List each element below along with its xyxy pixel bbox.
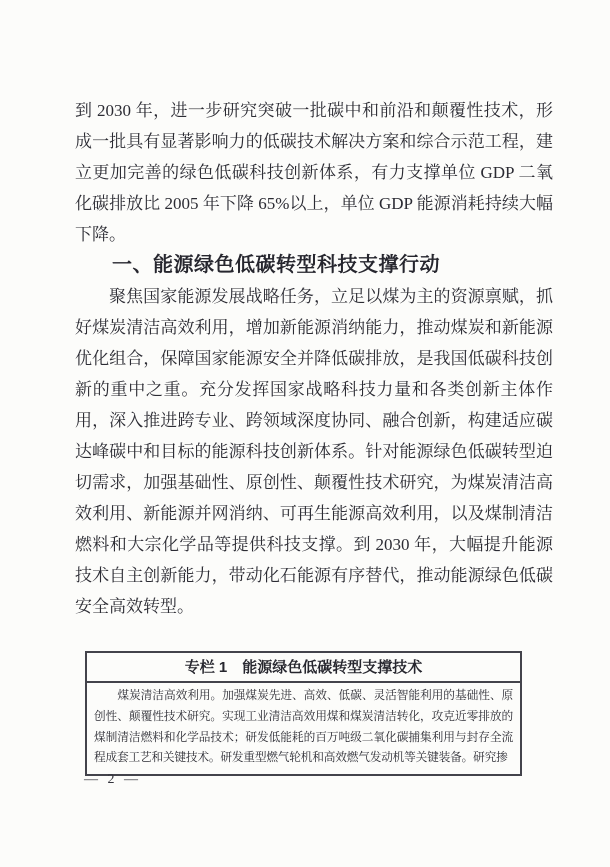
callout-box-body: 煤炭清洁高效利用。加强煤炭先进、高效、低碳、灵活智能利用的基础性、原创性、颠覆性技术研究。实现工业清洁高效用煤和煤炭清洁转化，攻克近零排放的煤制清洁燃料和化学品技术；研发低能耗的百万吨级二氧化碳捕集利用与封存全流程成套工艺和关键技术。研发重型燃气轮机和高效燃气发动机等关键装备。研究掺 <box>94 689 513 765</box>
section-heading: 一、能源绿色低碳转型科技支撑行动 <box>112 254 440 276</box>
page-number: — 2 — <box>84 772 141 787</box>
callout-box-title: 专栏 1 能源绿色低碳转型支撑技术 <box>87 653 520 683</box>
section-body-paragraph: 聚焦国家能源发展战略任务，立足以煤为主的资源禀赋，抓好煤炭清洁高效利用，增加新能源消纳能力，推动煤炭和新能源优化组合，保障国家能源安全并降低碳排放，是我国低碳科技创新的重中之重。充分发挥国家战略科技力量和各类创新主体作用，深入推进跨专业、跨领域深度协同、融合创新，构建适应碳达峰碳中和目标的能源科技创新体系。针对能源绿色低碳转型迫切需求，加强基础性、原创性、颠覆性技术研究，为煤炭清洁高效利用、新能源并网消纳、可再生能源高效利用，以及煤制清洁燃料和大宗化学品等提供科技支撑。到 2030 年，大幅提升能源技术自主创新能力，带动化石能源有序替代，推动能源绿色低碳安全高效转型。 <box>75 287 553 616</box>
intro-paragraph: 到 2030 年，进一步研究突破一批碳中和前沿和颠覆性技术，形成一批具有显著影响力的低碳技术解决方案和综合示范工程，建立更加完善的绿色低碳科技创新体系，有力支撑单位 GDP 二氧化碳排放比 2005 年下降 65%以上，单位 GDP 能源消耗持续大幅下降。 <box>75 101 553 244</box>
text-column <box>75 95 553 622</box>
callout-box <box>85 651 522 776</box>
